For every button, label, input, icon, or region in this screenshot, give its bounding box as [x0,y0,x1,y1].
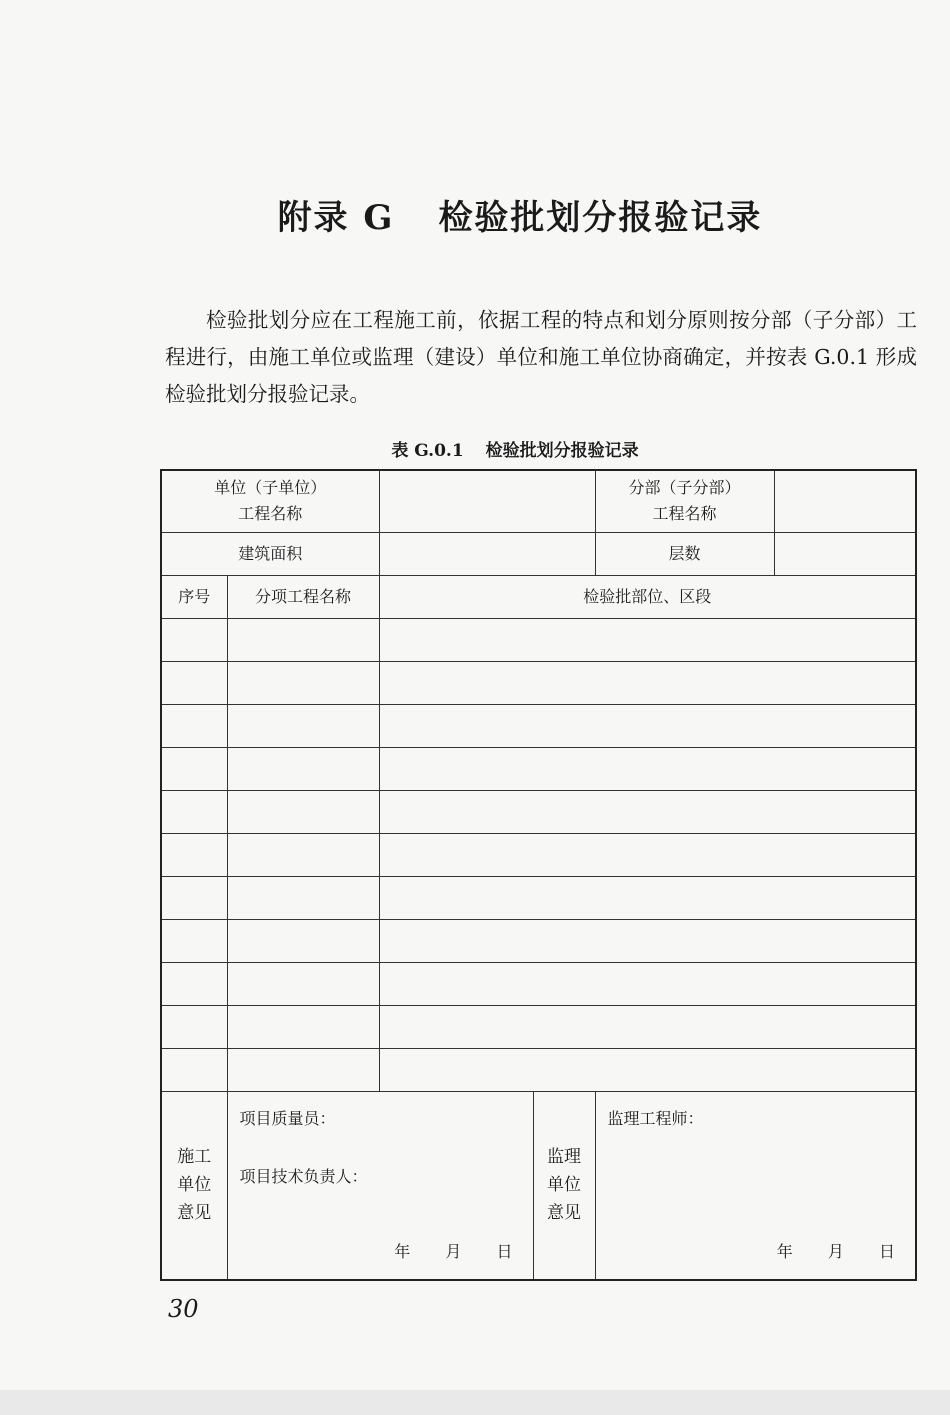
contractor-opinion-line3: 意见 [177,1203,212,1223]
date-year: 年 [394,1241,411,1261]
table-row [161,1005,916,1048]
seq-cell[interactable] [161,704,227,747]
table-title: 检验批划分报验记录 [485,441,639,461]
supervisor-signature-cell[interactable] [595,1091,916,1280]
contractor-signature-cell[interactable] [227,1091,533,1280]
location-cell[interactable] [379,661,916,704]
table-row [161,919,916,962]
appendix-title [0,190,950,239]
item-cell[interactable] [227,661,379,704]
item-cell[interactable] [227,833,379,876]
table-row [161,790,916,833]
supervisor-opinion-line1: 监理 [547,1147,582,1167]
supervisor-opinion-line3: 意见 [547,1203,582,1223]
seq-cell[interactable] [161,962,227,1005]
location-cell[interactable] [379,919,916,962]
table-row [161,704,916,747]
item-cell[interactable] [227,876,379,919]
column-header-row [161,575,916,618]
unit-project-label [161,470,379,532]
division-label-line2: 工程名称 [652,504,717,524]
floors-label: 层数 [595,532,774,575]
table-row [161,962,916,1005]
page-number: 30 [168,1295,199,1323]
item-cell[interactable] [227,618,379,661]
table-caption [0,436,950,461]
division-project-value[interactable] [774,470,916,532]
intro-text: 检验批划分应在工程施工前，依据工程的特点和划分原则按分部（子分部）工程进行，由施工单位或监理（建设）单位和施工单位协商确定，并按表 G.0.1 形成检验批划分报验记录。 [165,308,917,406]
seq-cell[interactable] [161,1048,227,1091]
seq-cell[interactable] [161,661,227,704]
location-cell[interactable] [379,962,916,1005]
unit-label-line1: 单位（子单位） [214,478,327,498]
seq-cell[interactable] [161,876,227,919]
area-row [161,532,916,575]
date-month: 月 [827,1241,844,1261]
item-cell[interactable] [227,1048,379,1091]
contractor-opinion-line2: 单位 [177,1175,212,1195]
unit-row [161,470,916,532]
contractor-date [364,1239,512,1265]
location-cell[interactable] [379,704,916,747]
seq-cell[interactable] [161,790,227,833]
seq-cell[interactable] [161,747,227,790]
signature-row [161,1091,916,1280]
inspection-batch-form [160,469,917,1281]
quality-inspector-label: 项目质量员： [239,1108,336,1128]
date-day: 日 [879,1241,896,1261]
division-label-line1: 分部（子分部） [628,478,741,498]
building-area-label: 建筑面积 [161,532,379,575]
appendix-code: 附录 G [277,198,395,238]
location-cell[interactable] [379,1005,916,1048]
col-header-location: 检验批部位、区段 [379,575,916,618]
table-row [161,833,916,876]
item-cell[interactable] [227,962,379,1005]
item-cell[interactable] [227,1005,379,1048]
col-header-item: 分项工程名称 [227,575,379,618]
date-year: 年 [776,1241,793,1261]
contractor-opinion-line1: 施工 [177,1147,212,1167]
contractor-opinion-label [161,1091,227,1280]
table-row [161,661,916,704]
table-row [161,876,916,919]
item-cell[interactable] [227,704,379,747]
unit-label-line2: 工程名称 [238,504,303,524]
seq-cell[interactable] [161,618,227,661]
supervisor-date [747,1239,895,1265]
item-cell[interactable] [227,919,379,962]
unit-project-value[interactable] [379,470,595,532]
location-cell[interactable] [379,618,916,661]
location-cell[interactable] [379,876,916,919]
col-header-seq: 序号 [161,575,227,618]
intro-paragraph [165,302,917,413]
building-area-value[interactable] [379,532,595,575]
supervising-engineer-label: 监理工程师： [607,1108,704,1128]
table-row [161,618,916,661]
item-cell[interactable] [227,790,379,833]
table-number: 表 G.0.1 [391,441,464,461]
seq-cell[interactable] [161,833,227,876]
date-day: 日 [496,1241,513,1261]
supervisor-opinion-label [533,1091,595,1280]
location-cell[interactable] [379,833,916,876]
seq-cell[interactable] [161,1005,227,1048]
technical-lead-label: 项目技术负责人： [239,1166,368,1186]
appendix-name: 检验批划分报验记录 [438,198,763,238]
location-cell[interactable] [379,747,916,790]
location-cell[interactable] [379,790,916,833]
seq-cell[interactable] [161,919,227,962]
location-cell[interactable] [379,1048,916,1091]
date-month: 月 [445,1241,462,1261]
table-row [161,1048,916,1091]
floors-value[interactable] [774,532,916,575]
division-project-label [595,470,774,532]
supervisor-opinion-line2: 单位 [547,1175,582,1195]
table-row [161,747,916,790]
item-cell[interactable] [227,747,379,790]
